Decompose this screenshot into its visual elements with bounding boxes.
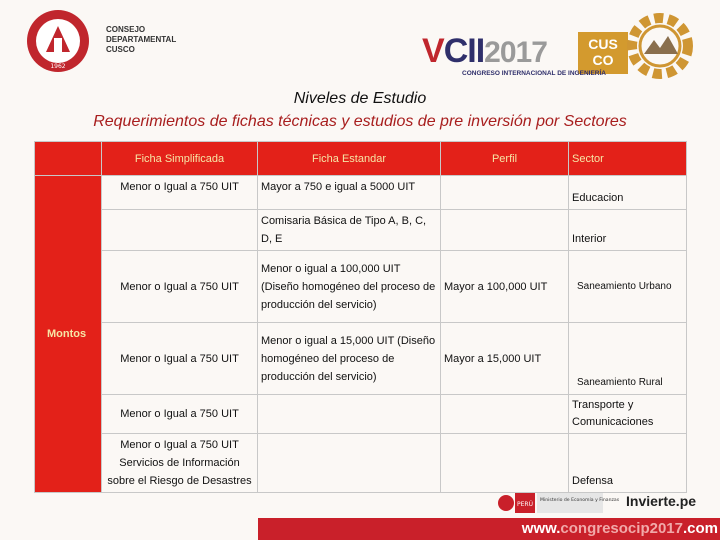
footer-url[interactable]: www.congresocip2017.com [521, 520, 718, 537]
cell-sector: Transporte y Comunicaciones [569, 395, 687, 434]
seal-year: 1962 [50, 63, 66, 70]
cell-perfil: Mayor a 15,000 UIT [441, 323, 569, 395]
cell-simplificada [102, 210, 258, 251]
table-row [35, 323, 687, 395]
table-row [35, 395, 687, 434]
header-sector: Sector [569, 142, 687, 176]
cell-perfil: Mayor a 100,000 UIT [441, 251, 569, 323]
table-row [35, 210, 687, 251]
footer-bar [258, 518, 720, 540]
cell-simplificada: Menor o Igual a 750 UIT [102, 251, 258, 323]
cell-perfil [441, 176, 569, 210]
cell-estandar: Comisaria Básica de Tipo A, B, C, D, E [258, 210, 441, 251]
page-title: Niveles de Estudio [293, 90, 427, 107]
invierte-logo: Invierte.pe [626, 493, 697, 509]
requirements-table [34, 141, 687, 493]
org-line-3: CUSCO [106, 45, 135, 54]
org-name [106, 25, 176, 55]
cell-perfil [441, 434, 569, 493]
table-header-row [35, 142, 687, 176]
cell-simplificada: Menor o Igual a 750 UIT [102, 395, 258, 434]
header-ficha-estandar: Ficha Estandar [258, 142, 441, 176]
cell-sector: Defensa [569, 434, 687, 493]
colegio-ingenieros-seal-logo [22, 8, 102, 74]
cell-simplificada: Menor o Igual a 750 UIT [102, 176, 258, 210]
gear-icon [618, 10, 698, 80]
cell-sector: Educacion [569, 176, 687, 210]
mef-logo [497, 490, 620, 516]
header-ficha-simplificada: Ficha Simplificada [102, 142, 258, 176]
cell-simplificada: Menor o Igual a 750 UIT Servicios de Información sobre el Riesgo de Desastres [102, 434, 258, 493]
congress-logo [418, 8, 703, 80]
cell-perfil [441, 395, 569, 434]
mef-ministry: Ministerio de Economía y Finanzas [540, 498, 620, 503]
cell-estandar [258, 434, 441, 493]
cell-sector: Interior [569, 210, 687, 251]
congress-subtitle: CONGRESO INTERNACIONAL DE INGENIERÍA [462, 70, 606, 77]
row-label-montos: Montos [35, 176, 102, 493]
cell-sector: Saneamiento Urbano [569, 251, 687, 323]
cell-estandar: Menor o igual a 15,000 UIT (Diseño homogéneo del proceso de producción del servicio) [258, 323, 441, 395]
header-perfil: Perfil [441, 142, 569, 176]
header-corner [35, 142, 102, 176]
cell-estandar [258, 395, 441, 434]
table-row [35, 434, 687, 493]
mef-country: PERÚ [517, 501, 533, 508]
table-row [35, 251, 687, 323]
table-row [35, 176, 687, 210]
cusco-badge: CUS CO [578, 32, 628, 74]
org-line-1: CONSEJO [106, 25, 146, 34]
cell-estandar: Menor o igual a 100,000 UIT (Diseño homogéneo del proceso de producción del servicio) [258, 251, 441, 323]
congress-wordmark: VCII2017 [422, 32, 547, 70]
cell-estandar: Mayor a 750 e igual a 5000 UIT [258, 176, 441, 210]
cell-sector: Saneamiento Rural [569, 323, 687, 395]
page-subtitle: Requerimientos de fichas técnicas y estudios de pre inversión por Sectores [93, 113, 627, 130]
cell-perfil [441, 210, 569, 251]
org-line-2: DEPARTAMENTAL [106, 35, 177, 44]
cell-simplificada: Menor o Igual a 750 UIT [102, 323, 258, 395]
